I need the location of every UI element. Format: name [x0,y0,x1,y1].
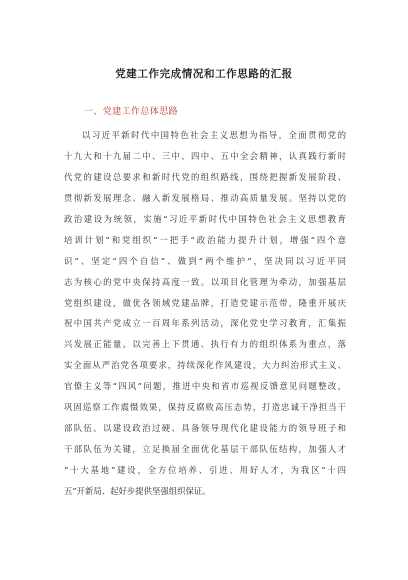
text-line: 官僚主义等“四风”问题，推进中央和省市巡视反馈意见问题整改， [64,381,346,392]
text-line: 祝中国共产党成立一百周年系列活动，深化党史学习教育，汇集振 [64,318,346,329]
text-line: 志为核心的党中央保持高度一致。以项目化管理为牵动，加强基层 [64,276,346,287]
text-line: 识”、坚定“四个自信”、做到“两个维护”，坚决同以习近平同 [64,255,346,266]
text-line: 以习近平新时代中国特色社会主义思想为指导，全面贯彻党的 [82,130,346,140]
text-line: 贯彻新发展理念、融入新发展格局、推动高质量发展。坚持以党的 [64,192,346,203]
text-line: 十九大和十九届二中、三中、四中、五中全会精神，认真践行新时 [64,150,346,161]
text-line: 巩固巡察工作震慑效果，保持反腐败高压态势，打造忠诚干净担当干 [64,402,346,413]
document-title: 党建工作完成情况和工作思路的汇报 [115,68,293,80]
text-line: 部队伍。以建设政治过硬、具备领导现代化建设能力的领导班子和 [64,423,346,434]
text-line: 兴发展正能量。以完善上下贯通、执行有力的组织体系为重点，落 [64,339,346,350]
text-line: 培训计划”和党组织“一把手”政治能力提升计划，增强“四个意 [64,234,346,245]
text-line: 党组织建设，做优各领域党建品牌，打造党建示范带，隆重开展庆 [64,297,346,308]
text-line: 五”开新局、起好步提供坚强组织保证。 [64,485,211,496]
body-paragraph [64,125,346,502]
text-line: “十大基地”建设，全方位培养、引进、用好人才，为我区“十四 [64,465,346,475]
section-heading: 一、党建工作总体思路 [84,107,179,117]
text-line: 干部队伍为关键，立足换届全面优化基层干部队伍结构，加强人才 [64,444,346,455]
text-line: 实全面从严治党各项要求，持续深化作风建设，大力纠治形式主义、 [64,360,346,371]
text-line: 代党的建设总要求和新时代党的组织路线，围绕把握新发展阶段、 [64,171,346,182]
text-line: 政治建设为统领，实施“习近平新时代中国特色社会主义思想教育 [64,213,346,224]
